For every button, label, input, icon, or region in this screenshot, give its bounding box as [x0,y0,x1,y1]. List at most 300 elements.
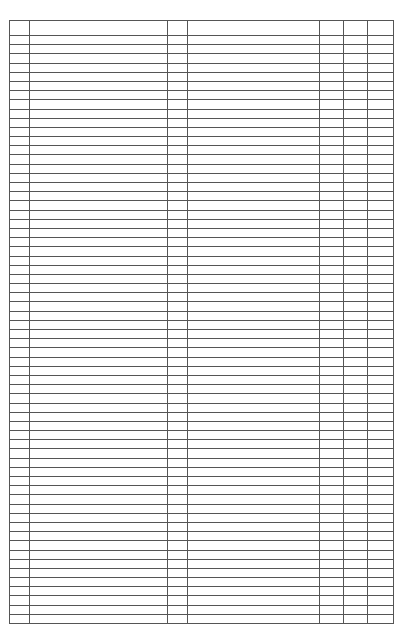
table-cell [188,164,320,173]
table-cell [368,247,394,256]
table-cell [368,348,394,357]
table-cell [344,164,368,173]
table-cell [30,431,168,440]
table-row [10,578,394,587]
table-cell [344,412,368,421]
table-cell [320,109,344,118]
table-row [10,72,394,81]
table-cell [10,421,30,430]
table-cell [168,210,188,219]
table-cell [368,311,394,320]
table-cell [368,210,394,219]
table-cell [10,109,30,118]
table-cell [30,127,168,136]
table-row [10,293,394,302]
table-cell [344,201,368,210]
table-cell [368,568,394,577]
table-cell [320,587,344,596]
table-cell [344,330,368,339]
table-cell [368,339,394,348]
table-row [10,284,394,293]
table-row [10,210,394,219]
table-cell [30,394,168,403]
table-cell [320,164,344,173]
table-row [10,587,394,596]
table-row [10,375,394,384]
table-cell [168,63,188,72]
table-cell [10,284,30,293]
table-cell [168,421,188,430]
table-cell [344,522,368,531]
table-cell [168,486,188,495]
table-row [10,164,394,173]
table-cell [320,274,344,283]
table-cell [168,238,188,247]
table-cell [10,605,30,614]
table-cell [10,100,30,109]
table-cell [188,522,320,531]
table-cell [344,513,368,522]
table-cell [368,412,394,421]
table-cell [168,173,188,182]
table-cell [368,109,394,118]
table-cell [320,532,344,541]
table-cell [320,578,344,587]
table-cell [188,375,320,384]
table-cell [168,495,188,504]
table-cell [168,532,188,541]
table-cell [188,137,320,146]
table-cell [344,403,368,412]
table-cell [344,431,368,440]
table-cell [344,293,368,302]
table-cell [30,192,168,201]
table-cell [368,256,394,265]
table-cell [320,559,344,568]
table-cell [30,183,168,192]
table-cell [368,228,394,237]
table-cell [344,100,368,109]
table-cell [188,219,320,228]
table-cell [188,192,320,201]
table-row [10,238,394,247]
table-cell [10,440,30,449]
table-cell [320,385,344,394]
table-row [10,192,394,201]
table-cell [10,192,30,201]
table-row [10,412,394,421]
table-cell [188,394,320,403]
table-cell [344,109,368,118]
table-cell [368,532,394,541]
table-row [10,320,394,329]
table-cell [30,137,168,146]
table-cell [10,467,30,476]
table-cell [168,596,188,605]
table-cell [30,366,168,375]
table-cell [368,118,394,127]
table-cell [168,201,188,210]
table-cell [344,495,368,504]
column-header [30,21,168,36]
table-cell [368,100,394,109]
table-cell [344,210,368,219]
table-cell [188,532,320,541]
table-cell [10,164,30,173]
table-cell [10,412,30,421]
table-cell [168,339,188,348]
table-cell [344,265,368,274]
table-cell [30,458,168,467]
table-cell [30,320,168,329]
table-cell [320,477,344,486]
column-header [320,21,344,36]
table-cell [168,155,188,164]
table-cell [188,173,320,182]
table-cell [30,45,168,54]
table-cell [168,385,188,394]
table-cell [320,596,344,605]
table-cell [320,357,344,366]
table-cell [10,375,30,384]
table-cell [320,45,344,54]
table-cell [320,568,344,577]
document-title [0,4,400,18]
table-cell [344,302,368,311]
table-cell [30,357,168,366]
table-cell [10,477,30,486]
table-cell [188,265,320,274]
table-cell [320,72,344,81]
table-cell [168,284,188,293]
table-row [10,504,394,513]
table-cell [30,302,168,311]
table-cell [10,72,30,81]
table-cell [344,440,368,449]
table-cell [30,201,168,210]
table-cell [168,100,188,109]
table-cell [320,375,344,384]
table-cell [368,578,394,587]
table-cell [320,605,344,614]
table-cell [188,431,320,440]
table-cell [168,274,188,283]
table-cell [10,173,30,182]
table-cell [168,366,188,375]
table-cell [344,247,368,256]
table-cell [10,513,30,522]
table-row [10,155,394,164]
table-cell [30,164,168,173]
table-cell [320,265,344,274]
table-cell [10,311,30,320]
table-cell [188,587,320,596]
table-cell [30,522,168,531]
table-cell [320,486,344,495]
table-row [10,495,394,504]
table-cell [30,91,168,100]
table-row [10,421,394,430]
table-cell [320,403,344,412]
table-cell [344,54,368,63]
table-row [10,183,394,192]
table-cell [368,366,394,375]
table-cell [320,183,344,192]
table-cell [168,614,188,623]
table-cell [188,467,320,476]
column-header [368,21,394,36]
table-cell [168,293,188,302]
table-cell [168,403,188,412]
table-cell [30,504,168,513]
table-cell [368,614,394,623]
table-cell [188,256,320,265]
table-cell [10,81,30,90]
table-cell [320,431,344,440]
table-row [10,54,394,63]
table-cell [344,118,368,127]
table-cell [188,366,320,375]
table-cell [368,320,394,329]
table-cell [320,421,344,430]
table-cell [320,256,344,265]
table-cell [188,568,320,577]
table-cell [320,247,344,256]
table-cell [188,320,320,329]
table-cell [320,36,344,45]
table-cell [368,146,394,155]
table-cell [320,146,344,155]
table-row [10,522,394,531]
table-cell [344,91,368,100]
table-row [10,137,394,146]
table-cell [320,284,344,293]
table-cell [344,183,368,192]
table-cell [188,183,320,192]
table-cell [168,375,188,384]
table-cell [188,247,320,256]
table-cell [320,192,344,201]
table-cell [168,81,188,90]
table-cell [320,210,344,219]
table-cell [344,228,368,237]
table-cell [344,339,368,348]
table-cell [10,320,30,329]
table-cell [30,532,168,541]
table-cell [10,532,30,541]
table-cell [368,330,394,339]
table-row [10,467,394,476]
table-cell [344,36,368,45]
table-cell [168,394,188,403]
table-cell [30,81,168,90]
table-cell [10,587,30,596]
table-row [10,81,394,90]
table-cell [368,45,394,54]
table-cell [344,155,368,164]
table-cell [30,477,168,486]
table-row [10,431,394,440]
table-row [10,109,394,118]
table-cell [368,504,394,513]
table-cell [30,100,168,109]
table-cell [344,72,368,81]
table-cell [344,477,368,486]
table-cell [30,467,168,476]
table-cell [368,284,394,293]
table-cell [30,219,168,228]
table-cell [30,596,168,605]
table-cell [188,54,320,63]
table-cell [168,54,188,63]
table-cell [10,339,30,348]
table-cell [320,339,344,348]
table-cell [344,578,368,587]
table-cell [168,302,188,311]
table-cell [168,127,188,136]
table-cell [320,118,344,127]
table-cell [368,155,394,164]
table-cell [188,155,320,164]
table-cell [344,192,368,201]
table-cell [344,320,368,329]
table-cell [188,127,320,136]
table-cell [320,513,344,522]
table-cell [344,238,368,247]
table-cell [30,247,168,256]
table-row [10,265,394,274]
table-cell [344,357,368,366]
table-cell [168,219,188,228]
table-cell [344,605,368,614]
table-cell [10,348,30,357]
table-cell [168,118,188,127]
table-cell [10,568,30,577]
table-cell [188,614,320,623]
table-cell [168,559,188,568]
table-cell [320,366,344,375]
table-cell [344,394,368,403]
table-row [10,201,394,210]
table-cell [188,513,320,522]
table-cell [168,72,188,81]
table-row [10,366,394,375]
table-cell [188,596,320,605]
table-cell [168,91,188,100]
table-cell [320,412,344,421]
table-cell [168,412,188,421]
table-cell [344,596,368,605]
table-cell [168,330,188,339]
table-cell [368,559,394,568]
table-cell [320,219,344,228]
table-cell [10,504,30,513]
table-row [10,614,394,623]
table-cell [188,385,320,394]
table-cell [368,219,394,228]
table-cell [344,559,368,568]
table-cell [320,348,344,357]
table-cell [320,137,344,146]
table-cell [30,311,168,320]
table-cell [30,228,168,237]
table-cell [168,568,188,577]
table-row [10,440,394,449]
table-cell [188,495,320,504]
table-cell [344,375,368,384]
table-cell [30,256,168,265]
table-cell [188,63,320,72]
table-cell [30,495,168,504]
table-cell [368,421,394,430]
table-body [10,36,394,624]
table-cell [368,513,394,522]
table-cell [188,228,320,237]
table-cell [368,375,394,384]
table-cell [320,100,344,109]
table-row [10,330,394,339]
table-cell [30,605,168,614]
table-cell [30,210,168,219]
table-cell [168,320,188,329]
table-cell [30,348,168,357]
table-cell [10,357,30,366]
table-cell [188,109,320,118]
table-cell [320,302,344,311]
table-cell [168,467,188,476]
table-cell [188,339,320,348]
column-header [10,21,30,36]
table-row [10,532,394,541]
table-cell [188,403,320,412]
table-cell [320,63,344,72]
table-cell [10,118,30,127]
table-cell [10,302,30,311]
table-cell [30,330,168,339]
table-cell [344,467,368,476]
table-row [10,568,394,577]
table-row [10,513,394,522]
table-cell [320,127,344,136]
table-cell [344,256,368,265]
table-row [10,477,394,486]
table-cell [30,385,168,394]
table-cell [168,348,188,357]
table-cell [10,219,30,228]
table-cell [188,284,320,293]
table-cell [30,54,168,63]
page-footer [0,548,400,560]
table-cell [10,238,30,247]
table-row [10,311,394,320]
table-cell [30,449,168,458]
table-cell [168,458,188,467]
table-cell [188,302,320,311]
table-header-row [10,21,394,36]
table-cell [10,63,30,72]
table-cell [188,274,320,283]
table-cell [10,256,30,265]
table-row [10,302,394,311]
table-cell [320,54,344,63]
table-row [10,486,394,495]
table-cell [10,431,30,440]
table-row [10,173,394,182]
table-cell [30,578,168,587]
table-cell [344,274,368,283]
table-cell [344,385,368,394]
table-cell [368,238,394,247]
